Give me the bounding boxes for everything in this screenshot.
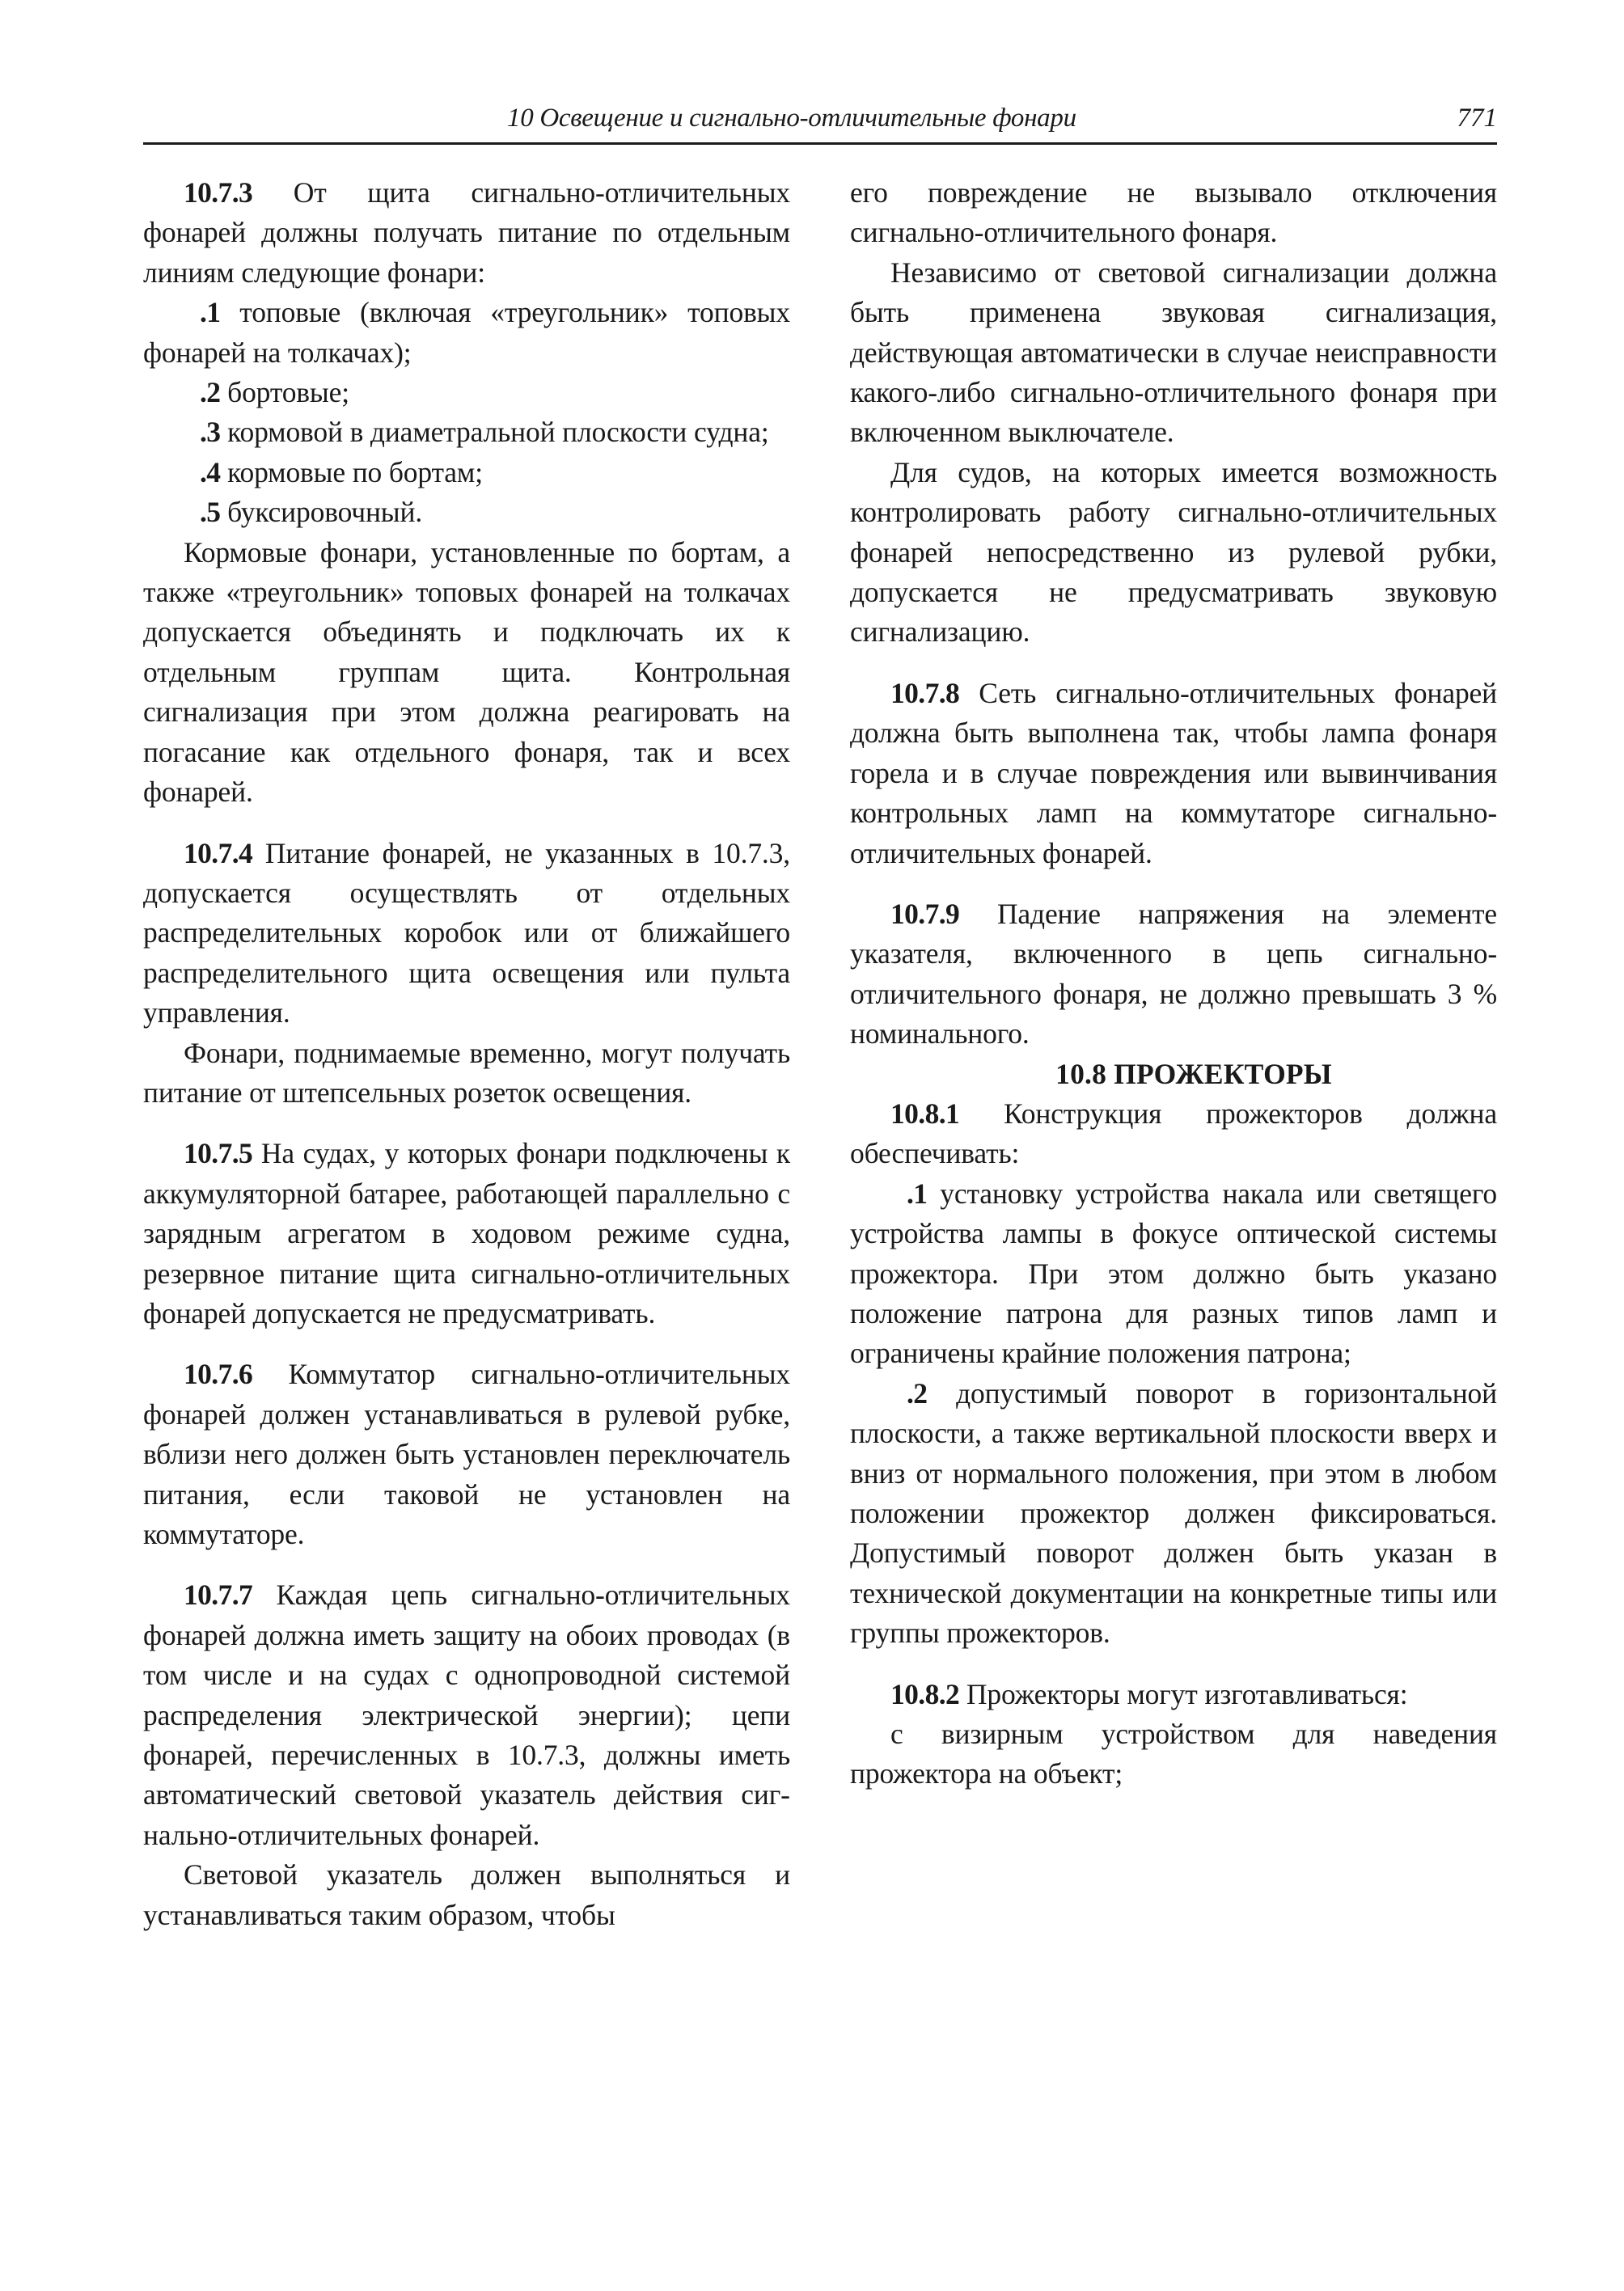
paragraph: Для судов, на которых имеется возможность контролировать работу сигнально-отличительных фонарей непосредственно из рулевой рубки, допускается не предусматривать звуковую сигнализацию. — [850, 455, 1497, 649]
item-number: .2 — [907, 1376, 928, 1410]
paragraph: Кормовые фонари, установленные по бортам, а также «треугольник» топовых фонарей на толкачах допускается объединять и подключать их к отдельным группам щита. Контрольная сигнализация при этом должна реагировать на погасание как отдельного фонаря, так и всех фонарей. — [143, 535, 790, 809]
clause-number: 10.7.4 — [184, 836, 253, 869]
clause-number: 10.7.7 — [184, 1579, 253, 1612]
list-item — [143, 293, 790, 373]
section-heading: 10.8 ПРОЖЕКТОРЫ — [1055, 1057, 1332, 1090]
paragraph-10-7-5 — [143, 1134, 790, 1334]
clause-number: 10.7.8 — [890, 676, 960, 709]
paragraph: Световой указатель должен выполняться и устанавливаться таким образом, чтобы — [143, 1858, 790, 1931]
paragraph-text: Коммутатор сигнально-отличительных фонарей должен устанавливаться в рулевой рубке, вблизи него должен быть установлен переключатель питания, если таковой не установлен на коммутаторе. — [143, 1358, 790, 1550]
list-item — [143, 492, 790, 532]
paragraph-text: Сеть сигнально-отличительных фонарей должна быть выполнена так, чтобы лампа фонаря горела и в случае повреждения или вывинчивания контрольных ламп на коммутаторе сигнально-отличительных фонарей. — [850, 676, 1498, 869]
paragraph-10-8-1 — [850, 1094, 1497, 1174]
item-number: .5 — [200, 496, 221, 529]
item-number: .3 — [200, 416, 221, 449]
item-text: бортовые; — [227, 376, 349, 409]
left-column — [143, 173, 790, 1935]
paragraph-10-7-7 — [143, 1575, 790, 1855]
paragraph-10-7-9 — [850, 894, 1497, 1055]
paragraph-text: Падение напряжения на элементе указателя, включенного в цепь сигнально-отличительного фонаря, не должно превышать 3 % номинального. — [850, 897, 1497, 1050]
clause-number: 10.8.2 — [890, 1677, 960, 1710]
item-text: кормовые по бортам; — [227, 455, 483, 488]
item-text: установку устройства накала или светящего устройства лампы в фокусе оптической системы прожектора. При этом должно быть указано положение патрона для разных типов ламп и ограничены крайние положения патрона; — [850, 1177, 1497, 1370]
list-item — [143, 373, 790, 412]
paragraph-10-7-3 — [143, 173, 790, 293]
item-number: .4 — [200, 455, 221, 488]
paragraph: его повреждение не вызывало отключения сигнально-отличительного фонаря. — [850, 176, 1497, 249]
paragraph: Фонари, поднимаемые временно, могут получать питание от штепсельных розеток освещения. — [143, 1036, 790, 1109]
clause-number: 10.7.6 — [184, 1358, 253, 1391]
paragraph-text: Конструкция прожекторов должна обеспечивать: — [850, 1097, 1497, 1170]
running-header — [143, 100, 1497, 145]
right-column — [850, 173, 1497, 1794]
item-text: допустимый поворот в горизонтальной плоскости, а также вертикальной плоскости вверх и вниз от нормального положения, при этом в любом положении прожектор должен фиксироваться. Допустимый поворот должен быть указан в технической документации на конкретные типы или группы прожекторов. — [850, 1376, 1497, 1650]
paragraph-text: На судах, у которых фонари подключены к аккумуляторной батарее, работающей параллельно с зарядным агрегатом в ходовом режиме судна, резервное питание щита сигнально-отличительных фонарей допускается не предусматривать. — [143, 1137, 790, 1329]
item-number: .2 — [200, 376, 221, 409]
paragraph-10-7-8 — [850, 674, 1497, 873]
paragraph-10-7-4 — [143, 834, 790, 1033]
item-number: .1 — [200, 296, 221, 329]
item-text: кормовой в диаметральной плоскости судна; — [227, 416, 769, 449]
list-item — [850, 1374, 1497, 1654]
item-number: .1 — [907, 1177, 928, 1210]
paragraph-text: Прожекторы могут изготавливаться: — [966, 1677, 1408, 1710]
item-text: буксировочный. — [227, 496, 423, 529]
paragraph-10-8-2 — [850, 1675, 1497, 1714]
list-item — [850, 1174, 1497, 1374]
paragraph-text: Каждая цепь сигнально-отличительных фонарей должна иметь защиту на обоих проводах (в том числе и на судах с однопроводной системой распределения электрической энергии); цепи фонарей, перечисленных в 10.7.3, должны иметь автоматический световой указатель действия сигнально-отличительных фонарей. — [143, 1579, 790, 1851]
clause-number: 10.8.1 — [890, 1097, 960, 1130]
clause-number: 10.7.3 — [184, 176, 253, 209]
paragraph-10-7-6 — [143, 1355, 790, 1554]
paragraph-text: Питание фонарей, не указанных в 10.7.3, допускается осуществлять от отдельных распределительных коробок или от ближайшего распределительного щита освещения или пульта управления. — [143, 836, 790, 1029]
chapter-title: 10 Освещение и сигнально-отличительные фонари — [507, 104, 1076, 133]
paragraph: Независимо от световой сигнализации должна быть применена звуковая сигнализация, действующая автоматически в случае неисправности какого-либо сигнально-отличительного фонаря при включенном выключателе. — [850, 256, 1497, 449]
paragraph: с визирным устройством для наведения прожектора на объект; — [850, 1718, 1497, 1790]
paragraph-text: От щита сигнально-отличительных фонарей должны получать питание по отдельным линиям следующие фонари: — [143, 176, 790, 289]
list-item — [143, 453, 790, 492]
item-text: топовые (включая «треугольник» топовых фонарей на толкачах); — [143, 296, 790, 369]
clause-number: 10.7.5 — [184, 1137, 253, 1170]
clause-number: 10.7.9 — [890, 897, 960, 930]
list-item — [143, 412, 790, 452]
page-number: 771 — [1457, 104, 1497, 133]
